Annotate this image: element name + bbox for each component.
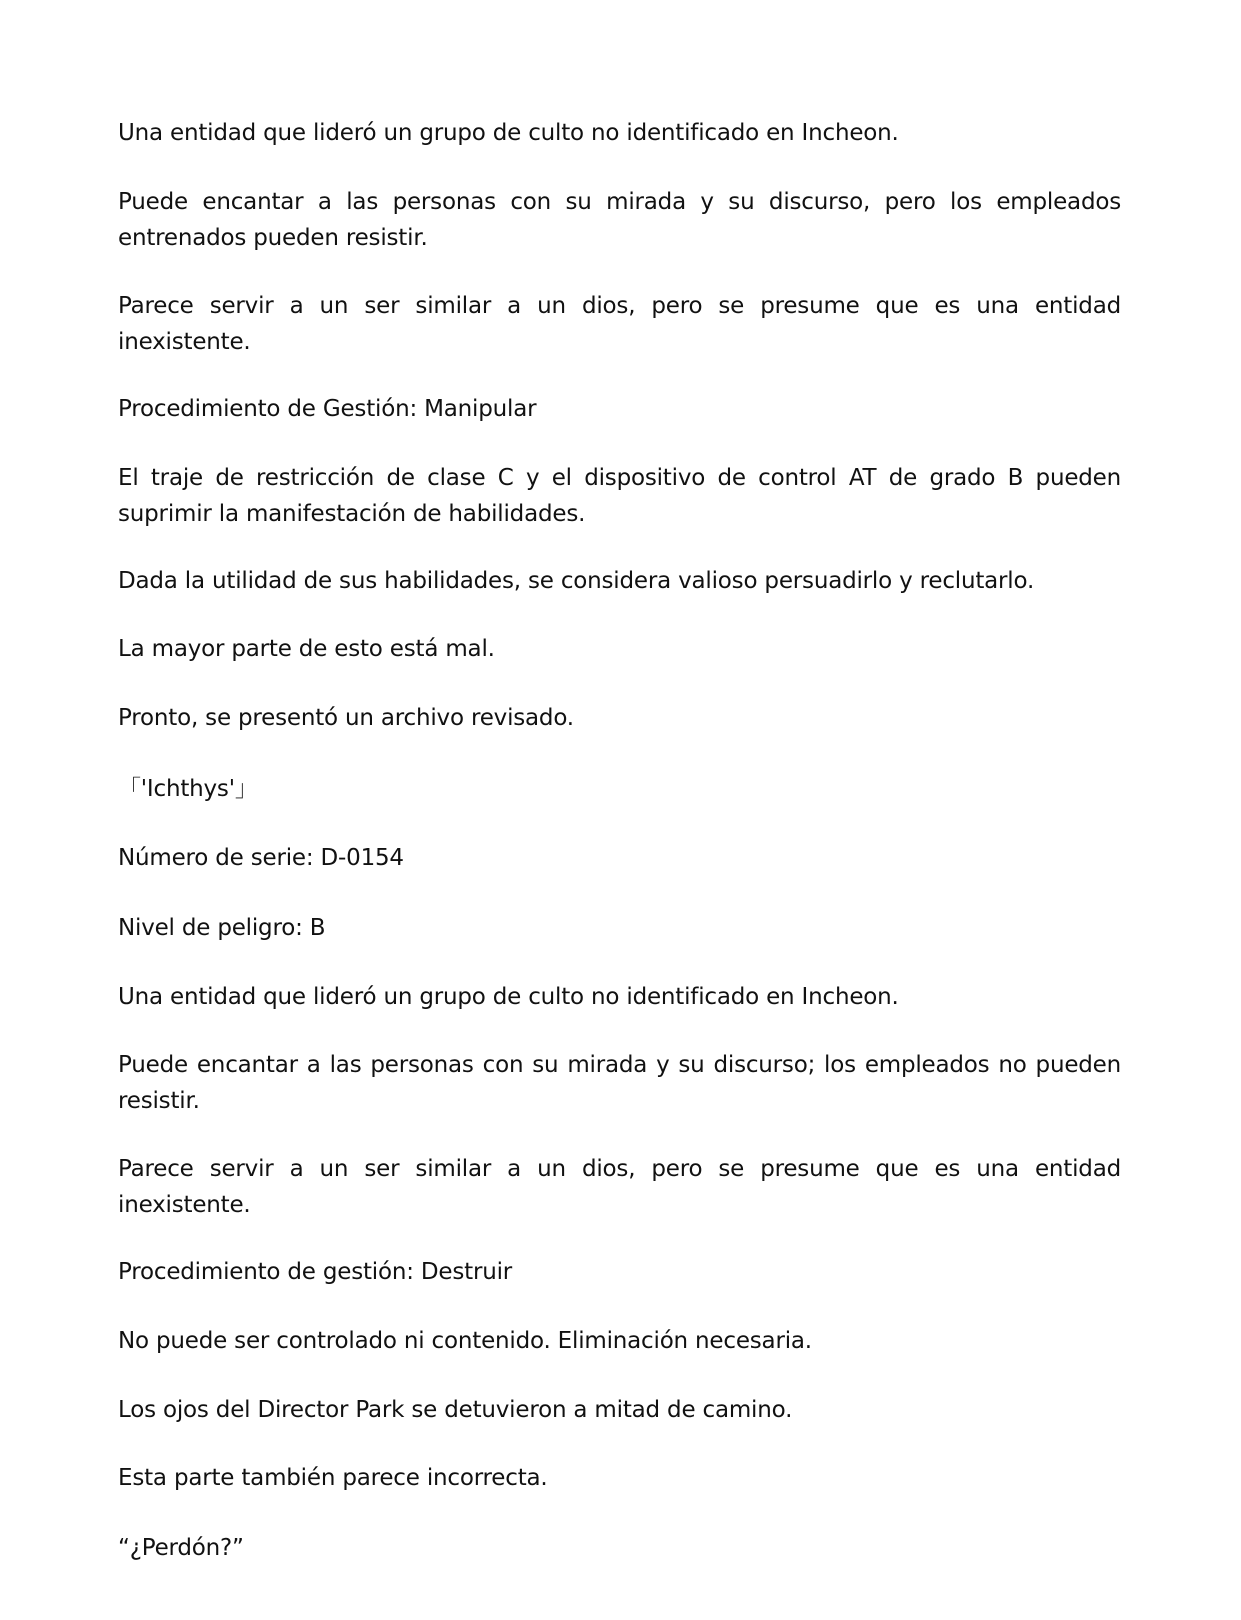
paragraph-restraint-suit: El traje de restricción de clase C y el dispositivo de control AT de grado B pueden suprimir la manifestación de habilidades. — [118, 465, 1121, 527]
paragraph-revised-file: Pronto, se presentó un archivo revisado. — [118, 705, 574, 731]
danger-level: Nivel de peligro: B — [118, 915, 326, 941]
paragraph-recruit-value: Dada la utilidad de sus habilidades, se considera valioso persuadirlo y reclutarlo. — [118, 568, 1035, 594]
paragraph-mostly-wrong: La mayor parte de esto está mal. — [118, 636, 495, 662]
paragraph-director-park: Los ojos del Director Park se detuvieron a mitad de camino. — [118, 1397, 793, 1423]
paragraph-elimination: No puede ser controlado ni contenido. Eliminación necesaria. — [118, 1328, 812, 1354]
dialogue-pardon: “¿Perdón?” — [118, 1535, 244, 1561]
paragraph-entity-description-revised: Una entidad que lideró un grupo de culto no identificado en Incheon. — [118, 984, 899, 1010]
paragraph-god-like-being-revised: Parece servir a un ser similar a un dios, pero se presume que es una entidad inexistente. — [118, 1156, 1121, 1218]
paragraph-management-procedure: Procedimiento de Gestión: Manipular — [118, 396, 537, 422]
serial-number: Número de serie: D-0154 — [118, 845, 404, 871]
file-title-ichthys: 「'Ichthys'」 — [118, 776, 258, 802]
paragraph-god-like-being: Parece servir a un ser similar a un dios, pero se presume que es una entidad inexistente. — [118, 293, 1121, 355]
paragraph-also-incorrect: Esta parte también parece incorrecta. — [118, 1465, 548, 1491]
paragraph-charm-ability-revised: Puede encantar a las personas con su mirada y su discurso; los empleados no pueden resistir. — [118, 1052, 1121, 1114]
paragraph-management-procedure-revised: Procedimiento de gestión: Destruir — [118, 1259, 513, 1285]
paragraph-charm-ability: Puede encantar a las personas con su mirada y su discurso, pero los empleados entrenados pueden resistir. — [118, 189, 1121, 251]
paragraph-entity-description: Una entidad que lideró un grupo de culto no identificado en Incheon. — [118, 120, 899, 146]
